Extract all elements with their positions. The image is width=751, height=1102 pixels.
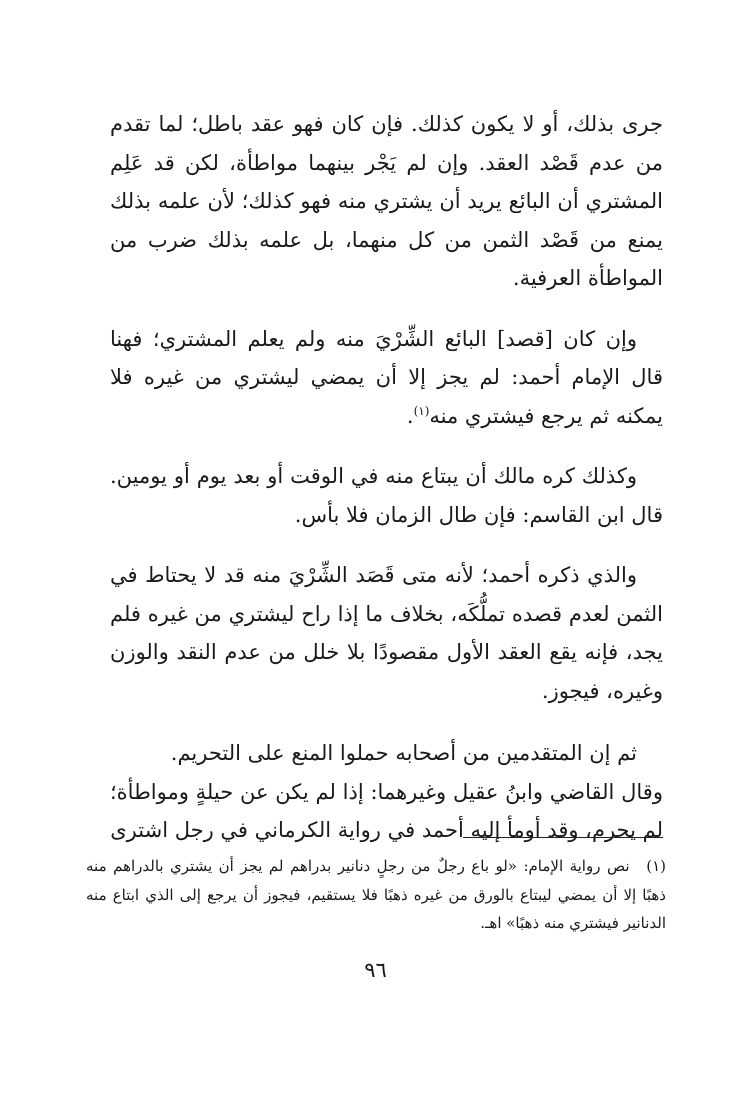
paragraph-5: ثم إن المتقدمين من أصحابه حملوا المنع على التحريم. xyxy=(170,741,637,765)
footnote-1 xyxy=(86,852,666,938)
paragraph-3: وكذلك كره مالك أن يبتاع منه في الوقت أو بعد يوم أو يومين. قال ابن القاسم: فإن طال الزمان فلا بأس. xyxy=(110,464,663,527)
paragraph-2 xyxy=(110,320,663,436)
paragraph-2-text: وإن كان [قصد] البائع الشِّرْيَ منه ولم يعلم المشتري؛ فهنا قال الإمام أحمد: لم يجز إلا أن يمضي ليشتري من غيره فلا يمكنه ثم يرجع فيشتري منه xyxy=(110,326,663,428)
footnote-number: (١) xyxy=(646,857,666,875)
paragraph-5-continuation: وقال القاضي وابنُ عقيل وغيرهما: إذا لم يكن عن حيلةٍ ومواطأة؛ لم يحرم، وقد أومأ إليه أحمد في رواية الكرماني في رجل اشترى xyxy=(110,779,663,842)
paragraph-1: جرى بذلك، أو لا يكون كذلك. فإن كان فهو عقد باطل؛ لما تقدم من عدم قَصْد العقد. وإن لم يَجْر بينهما مواطأة، لكن قد عَلِم المشتري أن البائع يريد أن يشتري منه فهو كذلك؛ لأن علمه بذلك يمنع من قَصْد الثمن من كل منهما، بل علمه بذلك ضرب من المواطأة العرفية. xyxy=(110,112,663,290)
footnotes-section xyxy=(86,852,666,938)
footnote-divider xyxy=(463,837,663,838)
paragraph-4: والذي ذكره أحمد؛ لأنه متى قَصَد الشِّرْيَ منه قد لا يحتاط في الثمن لعدم قصده تملُّكَه، بخلاف ما إذا راح ليشتري من غيره فلم يجد، فإنه يقع العقد الأول مقصودًا بلا خلل من عدم النقد والوزن وغيره، فيجوز. xyxy=(110,563,663,703)
page-body xyxy=(110,105,663,850)
page-number: ٩٦ xyxy=(364,958,387,982)
footnote-text: نص رواية الإمام: «لو باع رجلٌ من رجلٍ دنانير بدراهم لم يجز أن يشتري بالدراهم منه ذهبًا إلا أن يمضي ليبتاع بالورق من غيره ذهبًا فلا يستقيم، فيجوز أن يرجع إلى الذي ابتاع منه الدنانير فيشتري منه ذهبًا» اهـ. xyxy=(86,857,666,932)
footnote-reference[interactable]: (١) xyxy=(413,403,430,418)
paragraph-2-tail: . xyxy=(406,403,414,428)
